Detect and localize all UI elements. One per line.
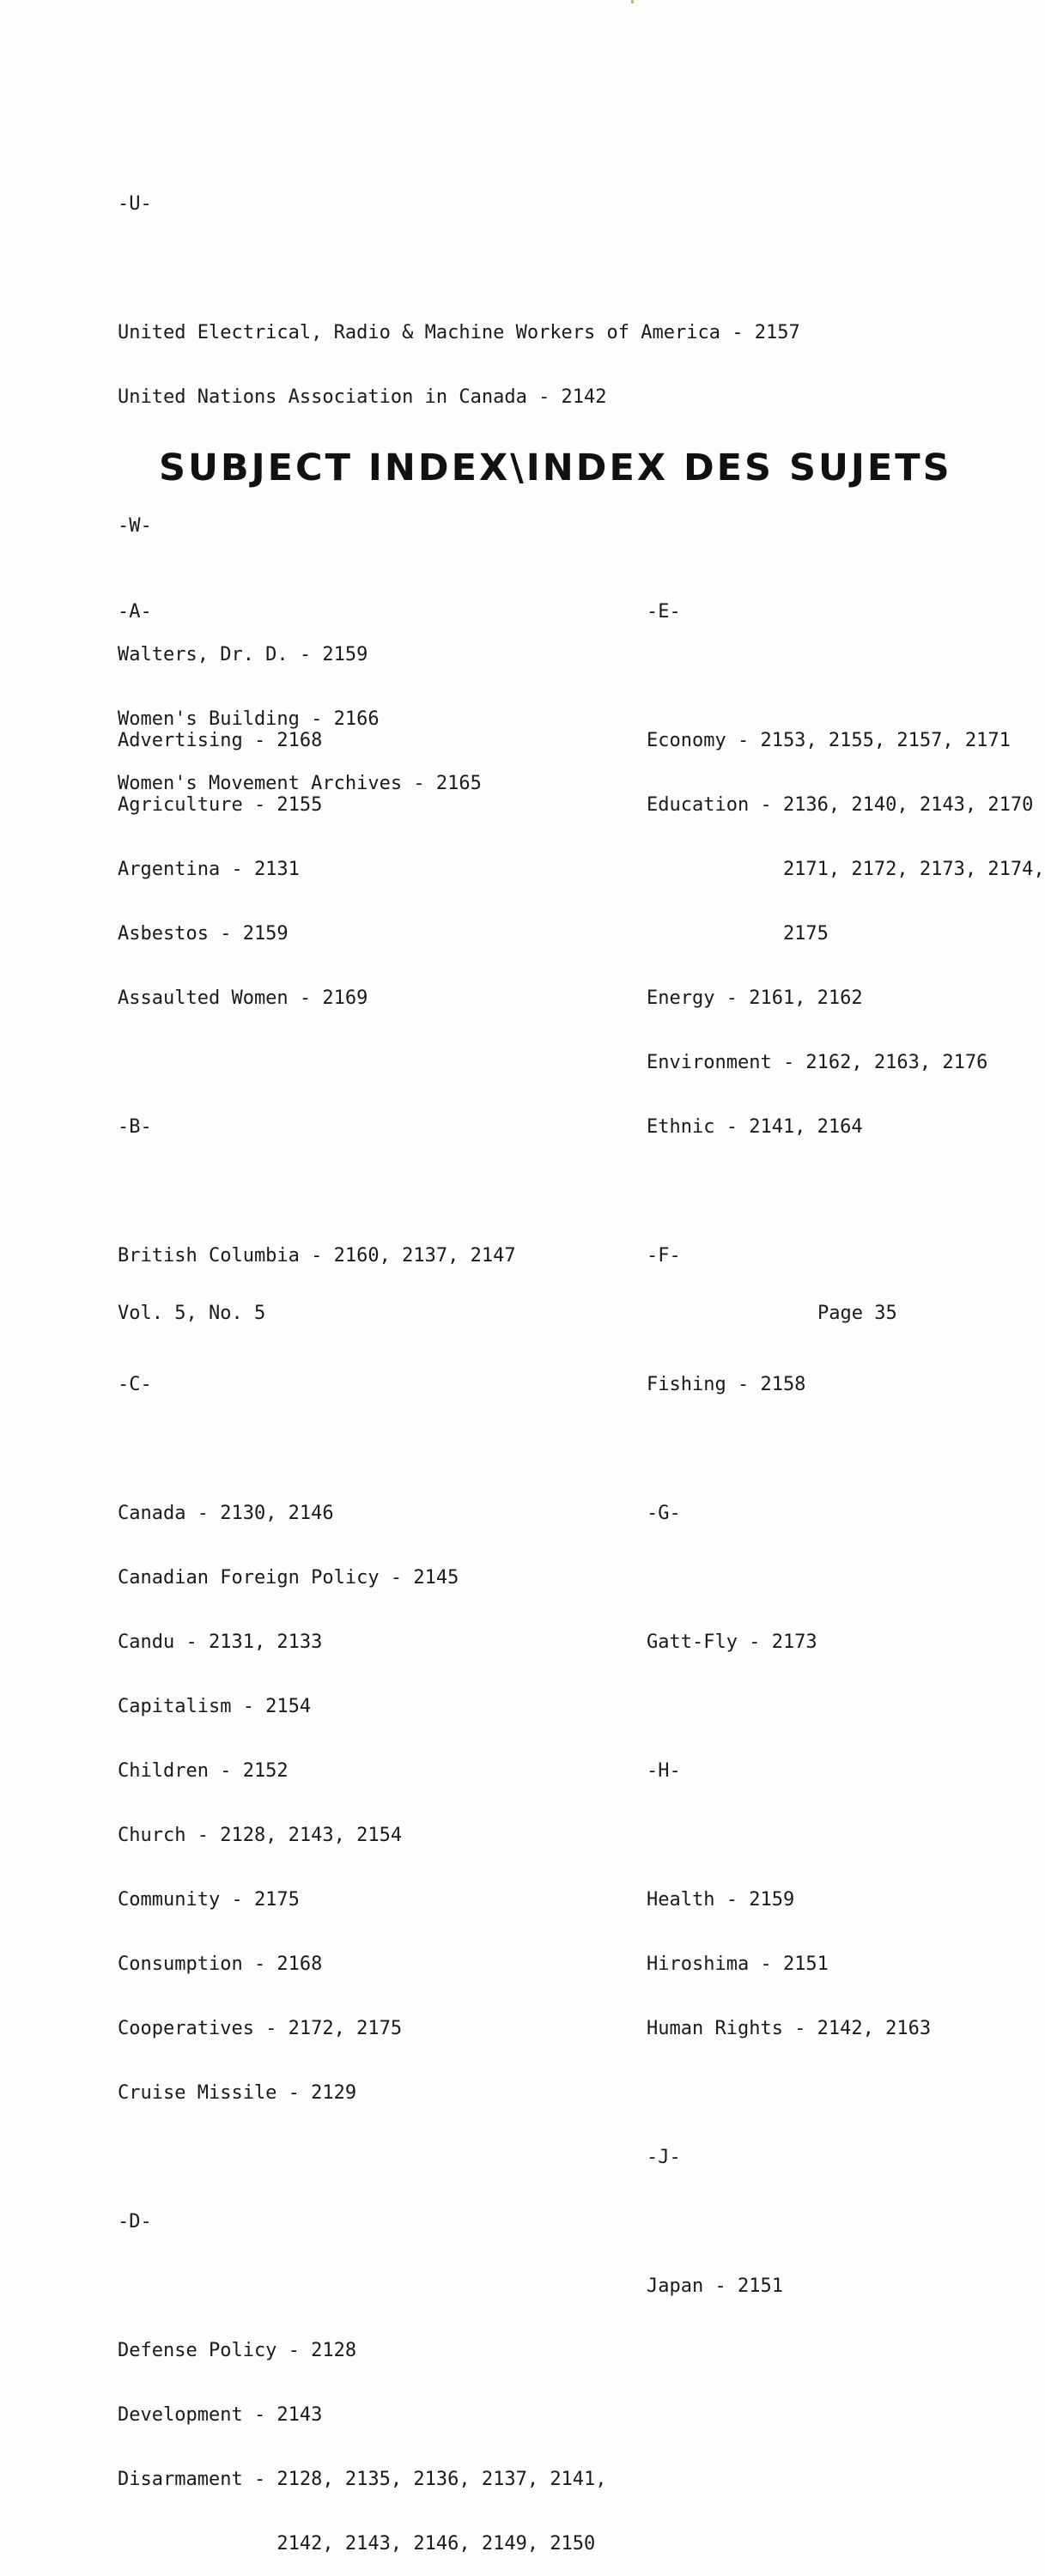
subject-index-right-column [647,558,1045,2318]
index-entry: Argentina - 2131 [118,859,300,880]
index-entry: Human Rights - 2142, 2163 [647,2018,932,2039]
index-entry: Health - 2159 [647,1889,795,1911]
letter-heading-e: -E- [647,601,681,623]
index-entry: Cooperatives - 2172, 2175 [118,2018,403,2039]
index-entry: Gatt-Fly - 2173 [647,1631,817,1653]
index-entry: Agriculture - 2155 [118,794,323,816]
index-entry-continuation: 2142, 2143, 2146, 2149, 2150 [118,2533,596,2555]
letter-heading-j: -J- [647,2147,681,2168]
index-entry: Cruise Missile - 2129 [118,2082,357,2104]
index-entry-continuation: 2171, 2172, 2173, 2174, [647,859,1045,880]
paper-speck [631,0,634,3]
letter-heading-w: -W- [118,515,152,537]
index-entry: United Electrical, Radio & Machine Workers of America - 2157 [118,322,800,343]
index-entry: Community - 2175 [118,1889,300,1911]
index-entry: Canada - 2130, 2146 [118,1503,334,1524]
index-entry: Children - 2152 [118,1760,289,1782]
index-entry: Assaulted Women - 2169 [118,987,368,1009]
index-entry: Economy - 2153, 2155, 2157, 2171 [647,730,1011,751]
index-entry: Japan - 2151 [647,2275,783,2297]
letter-heading-a: -A- [118,601,152,623]
index-entry: British Columbia - 2160, 2137, 2147 [118,1245,516,1267]
letter-heading-g: -G- [647,1503,681,1524]
index-entry: Canadian Foreign Policy - 2145 [118,1567,459,1589]
letter-heading-h: -H- [647,1760,681,1782]
subject-index-left-column [118,558,607,2576]
index-entry: Church - 2128, 2143, 2154 [118,1825,403,1846]
letter-heading-c: -C- [118,1374,152,1395]
subject-index-title: SUBJECT INDEX\INDEX DES SUJETS [159,447,952,489]
index-entry: United Nations Association in Canada - 2142 [118,386,607,408]
index-entry: Ethnic - 2141, 2164 [647,1116,863,1138]
index-entry-continuation: 2175 [647,923,829,945]
letter-heading-d: -D- [118,2211,152,2233]
index-entry-continuation: Disarmament - 2128, 2135, 2136, 2137, 2141, [118,2469,607,2490]
letter-heading-b: -B- [118,1116,152,1138]
index-entry: Advertising - 2168 [118,730,323,751]
index-entry: Environment - 2162, 2163, 2176 [647,1052,988,1073]
page-number: Page 35 [817,1303,897,1324]
index-entry: Capitalism - 2154 [118,1696,312,1717]
index-entry: Walters, Dr. D. - 2159 [118,644,368,665]
index-entry: Asbestos - 2159 [118,923,289,945]
index-entry: Women's Movement Archives - 2165 [118,773,482,794]
letter-heading-f: -F- [647,1245,681,1267]
letter-heading-u: -U- [118,193,152,215]
index-entry: Energy - 2161, 2162 [647,987,863,1009]
index-entry: Hiroshima - 2151 [647,1953,829,1975]
index-entry: Development - 2143 [118,2404,323,2426]
index-entry: Candu - 2131, 2133 [118,1631,323,1653]
volume-number: Vol. 5, No. 5 [118,1303,266,1324]
index-entry: Education - 2136, 2140, 2143, 2170 [647,794,1034,816]
index-entry: Women's Building - 2166 [118,708,380,730]
index-entry: Fishing - 2158 [647,1374,806,1395]
index-entry: Consumption - 2168 [118,1953,323,1975]
index-entry: Defense Policy - 2128 [118,2340,357,2361]
